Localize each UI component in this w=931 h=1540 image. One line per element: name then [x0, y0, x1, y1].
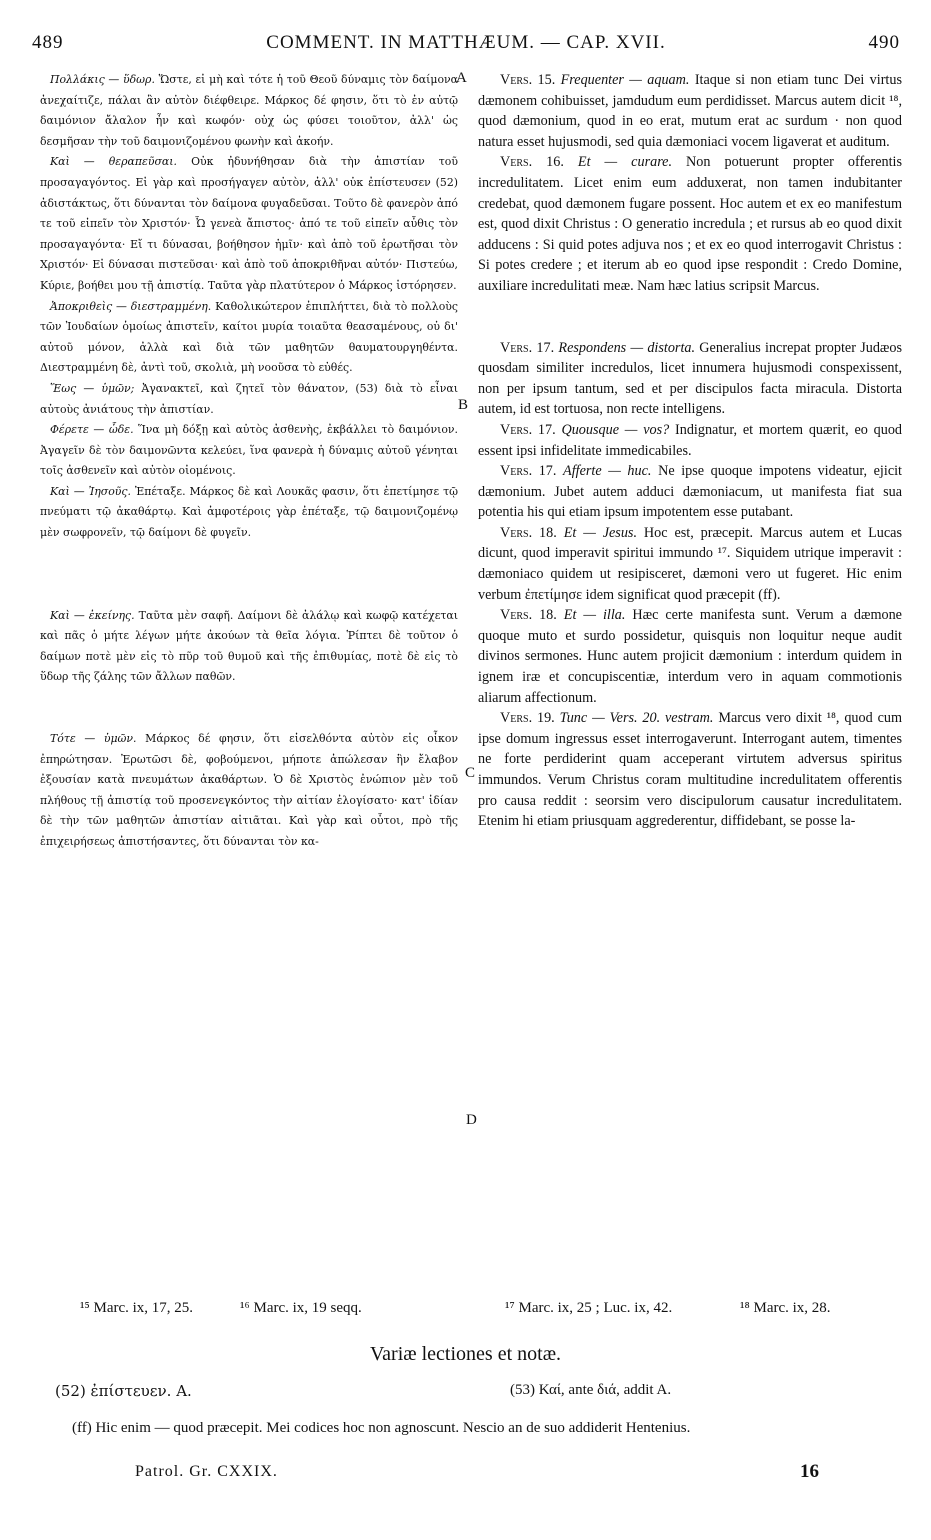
verse-ref: Vers. 15.: [500, 72, 556, 88]
latin-paragraph: [478, 605, 902, 708]
signature-mark: Patrol. Gr. CXXIX.: [135, 1463, 278, 1480]
footnote: ¹⁷ Marc. ix, 25 ; Luc. ix, 42.: [505, 1300, 673, 1316]
greek-column: [40, 70, 458, 1282]
signature-number: 16: [800, 1461, 819, 1482]
latin-text: Indignatur, et mortem quærit, eo quod essent ipsi infidelitate immedicabiles.: [478, 421, 902, 459]
greek-paragraph: [40, 420, 458, 482]
greek-lemma: Καὶ — ἐκείνης.: [50, 608, 135, 622]
latin-text: Non potuerunt propter offerentis incredulitatem. Licet enim eum adduxerat, non tamen indubitanter credebat, quod dæmonem fugare possent. Hoc autem et ex eo manifestum est, quod dixit Christus : O generatio incredula ; et rursus ab eo quod dixit adducens : Si quid potes adjuva nos ; et ex eo quod interrogavit Christus : Si potes credere ; et iterum ab eo quod ipse respondit : Credo Domine, auxiliare incredulitati meæ. Nam hæc latius scripsit Marcus.: [478, 154, 902, 294]
variant-reading: (53) Καί, ante διά, addit A.: [510, 1382, 672, 1398]
greek-lemma: Καὶ — Ἰησοῦς.: [50, 484, 131, 498]
greek-text: Μάρκος δέ φησιν, ὅτι εἰσελθόντα αὐτὸν εἰς οἶκον ἐπηρώτησαν. Ἐρωτῶσι δὲ, φοβούμενοι, μήποτε ἀπώλεσαν ἣν ἔλαβον ἐξουσίαν κατὰ πνευμάτων ἀκαθάρτων. Ὁ δὲ Χριστὸς ἐνώπιον μὲν τοῦ πλήθους τῇ ἀπιστίᾳ τοῦ προσενεγκόντος τὴν αἰτίαν ἐλογίσατο· κατ' ἰδίαν δὲ τὴν τῶν μαθητῶν ἀπιστίαν αἰτιᾶται. Καὶ γὰρ καὶ οὗτοι, πρὸ τῆς ἐπιχειρήσεως ἀπιστήσαντες, ὅτι δύνανται τὸν κα-: [40, 732, 458, 848]
latin-paragraph: [478, 461, 902, 523]
running-header: [32, 32, 900, 62]
greek-text: Ἐπέταξε. Μάρκος δὲ καὶ Λουκᾶς φασιν, ὅτι ἐπετίμησε τῷ πνεύματι τῷ ἀκαθάρτῳ. Καὶ ἀμφοτέροις γὰρ ἐπέταξε, τῷ δαιμονιζομένῳ μὲν σωφρονεῖν, τῷ δαίμονι δὲ φυγεῖν.: [40, 484, 458, 540]
latin-paragraph: [478, 420, 902, 461]
latin-paragraph: [478, 523, 902, 605]
latin-lemma: Respondens — distorta.: [558, 339, 696, 356]
verse-ref: Vers. 18.: [500, 607, 557, 624]
greek-lemma: Φέρετε — ὧδε.: [50, 423, 134, 437]
greek-lemma: Πολλάκις — ὕδωρ.: [50, 73, 155, 86]
verse-ref: Vers. 17.: [500, 421, 556, 438]
running-title: COMMENT. IN MATTHÆUM. — CAP. XVII.: [266, 32, 666, 53]
greek-text: Ἵνα μὴ δόξῃ καὶ αὐτὸς ἀσθενὴς, ἐκβάλλει τὸ δαιμόνιον. Ἀγαγεῖν δὲ τὸν δαιμονῶντα κελεύει, ἵνα φανερὰ ἡ δύναμις αὐτοῦ γένηται τοῖς ἀσθενεῖν καὶ αὐτὸν οἰομένοις.: [40, 423, 458, 478]
footnote: ¹⁵ Marc. ix, 17, 25.: [80, 1300, 194, 1316]
latin-paragraph: [478, 338, 902, 420]
footnote: ¹⁸ Marc. ix, 28.: [740, 1300, 831, 1316]
margin-letter-a: A: [456, 70, 467, 86]
greek-lemma: Καὶ — θεραπεῦσαι.: [50, 155, 178, 169]
latin-text: Ne ipse quoque impotens videatur, ejicit dæmonium. Jubet autem adduci dæmoniacum, ut manifesta fiat sua potentia his qui etiam ipsum impotentem esse putabant.: [478, 463, 902, 521]
verse-ref: Vers. 19.: [500, 710, 555, 727]
margin-letter-c: C: [465, 765, 476, 781]
verse-ref: Vers. 17.: [500, 463, 557, 480]
latin-lemma: Et — Jesus.: [563, 524, 637, 541]
greek-lemma: Ἕως — ὑμῶν;: [50, 381, 135, 395]
greek-paragraph: [40, 482, 458, 544]
greek-paragraph: [40, 70, 458, 152]
latin-text: Hoc est, præcepit. Marcus autem et Lucas dicunt, quod imperavit spiritui immundo ¹⁷. Siquidem utrique imperavit : dæmoniaco quidem ut resipisceret, dæmoni vero ut fugeret. Hic enim verbum ἐπετίμησε idem significat quod præcepit (ff).: [478, 524, 902, 603]
latin-paragraph: [478, 70, 902, 152]
footnote: ¹⁶ Marc. ix, 19 seqq.: [240, 1300, 362, 1316]
latin-lemma: Et — curare.: [577, 154, 673, 171]
page-number-right: 490: [868, 32, 900, 53]
greek-text: Ὥστε, εἰ μὴ καὶ τότε ἡ τοῦ Θεοῦ δύναμις τὸν δαίμονα ἀνεχαίτιζε, πάλαι ἂν αὐτὸν διέφθειρε. Μάρκος δέ φησιν, ὅτι τὸ ἐν αὐτῷ δαιμόνιον ἄλαλον ἦν καὶ κωφόν· οὐχ ὡς φύσει τοιοῦτον, ἀλλ' ὡς δεσμῆσαν τὴν τοῦ δαιμονιζομένου φωνὴν καὶ ἀκοήν.: [40, 73, 458, 148]
latin-lemma: Tunc — Vers. 20. vestram.: [559, 710, 714, 727]
editorial-note: (ff) Hic enim — quod præcepit. Mei codices hoc non agnoscunt. Nescio an de suo addiderit Hentenius.: [72, 1420, 691, 1436]
verse-ref: Vers. 17.: [500, 339, 555, 356]
latin-text: Hæc certe manifesta sunt. Verum a dæmone quoque muto et surdo possidetur, quisquis non loquitur neque audit divinos sermones. Hunc autem projicit dæmonium : interdum quidem in ignem iræ et concupiscentiæ, interdum vero in aquam commotionis aliarum affectionum.: [478, 607, 902, 706]
latin-text: Itaque si non etiam tunc Dei virtus dæmonem cohibuisset, jamdudum eum perdidisset. Marcus autem dicit ¹⁸, quod dæmonium, quod in eo erat, mutum erat ac surdum · non quod natura esset hujusmodi, sed quia dæmoniaci vocem ligaverat et auditum.: [478, 72, 902, 150]
greek-paragraph: [40, 379, 458, 420]
variae-lectiones-title: Variæ lectiones et notæ.: [369, 1343, 562, 1365]
greek-text: Οὐκ ἠδυνήθησαν διὰ τὴν ἀπιστίαν τοῦ προσαγαγόντος. Εἰ γὰρ καὶ προσήγαγεν αὐτὸν, ἀλλ' οὐκ ἐπίστευσεν (52) ἀδιστάκτως, ὅτι δύνανται τὸν δαίμονα φυγαδεῦσαι. Τοῦτο δὲ φανερὸν ἀπό τε τοῦ εἰπεῖν τὸν Χριστόν· Ὦ γενεὰ ἄπιστος· ἀπό τε τοῦ εἰπεῖν αὖθις τὸν προσαγαγόντα· Εἴ τι δύνασαι, βοήθησον ἡμῖν· καὶ ἀπὸ τοῦ ἐρωτῆσαι τὸν Χριστόν· Εἰ δύνασαι πιστεῦσαι· καὶ ἀπὸ τοῦ ἀποκριθῆναι αὐτόν· Πιστεύω, Κύριε, βοήθει μου τῇ ἀπιστίᾳ. Ταῦτα γὰρ πλατύτερον ὁ Μάρκος ἱστόρησεν.: [40, 155, 458, 292]
greek-text: Ἀγανακτεῖ, καὶ ζητεῖ τὸν θάνατον, (53) διὰ τὸ εἶναι αὐτοὺς ἀνιάτους τὴν ἀπιστίαν.: [40, 381, 458, 416]
latin-text: Marcus vero dixit ¹⁸, quod cum ipse domum ingressus esset interrogaverunt. Interrogant autem, timentes ne forte perdiderint quam acceperant virtutem adversus spiritus immundos. Verum Christus coram multitudine incredulitatem offerentis pro causa reddit : seorsim vero discipulorum causatur incredulitatem. Etenim hi etiam priusquam aggrederentur, diffidebant, se posse la-: [478, 710, 902, 830]
verse-ref: Vers. 18.: [500, 524, 557, 541]
greek-paragraph: [40, 297, 458, 379]
margin-letter-d: D: [466, 1112, 477, 1128]
latin-paragraph: [478, 708, 902, 832]
greek-lemma: Τότε — ὑμῶν.: [50, 732, 137, 746]
variant-reading: (52) ἐπίστευεν. A.: [55, 1382, 192, 1400]
greek-text: Καθολικώτερον ἐπιπλήττει, διὰ τὸ πολλοὺς τῶν Ἰουδαίων ὁμοίως ἀπιστεῖν, καίτοι μυρία τοιαῦτα θεασαμένους, οὐ δι' αὐτοῦ μόνον, ἀλλὰ καὶ διὰ τῶν μαθητῶν θαυματουργηθέντα. Διεστραμμένη δὲ, ἀντὶ τοῦ, σκολιὰ, μὴ νοοῦσα τὸ εὐθές.: [40, 299, 458, 375]
greek-text: Ταῦτα μὲν σαφῆ. Δαίμονι δὲ ἀλάλῳ καὶ κωφῷ κατέχεται καὶ πᾶς ὁ μήτε λέγων μήτε ἀκούων τὰ θεῖα λόγια. Ῥίπτει δὲ τοῦτον ὁ δαίμων ποτὲ μὲν εἰς τὸ πῦρ τοῦ θυμοῦ καὶ τῆς ἐπιθυμίας, ποτὲ δὲ εἰς τὸ ὕδωρ τῆς ζάλης τῶν ἄλλων παθῶν.: [40, 608, 458, 684]
verse-ref: Vers. 16.: [500, 154, 564, 171]
latin-text: Generalius increpat propter Judæos quosdam similiter incredulos, licet innumera hujusmodi conspexissent, non per ipsum tantum, sed et per discipulos facta miracula. Distorta autem, id est tortuosa, non recte intelligens.: [478, 339, 902, 418]
latin-lemma: Frequenter — aquam.: [560, 72, 690, 88]
greek-paragraph: [40, 606, 458, 688]
greek-lemma: Ἀποκριθεὶς — διεστραμμένη.: [50, 299, 212, 313]
latin-lemma: Quousque — vos?: [561, 421, 670, 438]
greek-paragraph: [40, 152, 458, 296]
latin-column: [478, 70, 902, 1282]
greek-paragraph: [40, 729, 458, 853]
page-number-left: 489: [32, 32, 64, 53]
latin-lemma: Afferte — huc.: [563, 463, 652, 480]
margin-letter-b: B: [458, 397, 469, 413]
latin-paragraph: [478, 152, 902, 296]
latin-lemma: Et — illa.: [563, 607, 626, 624]
